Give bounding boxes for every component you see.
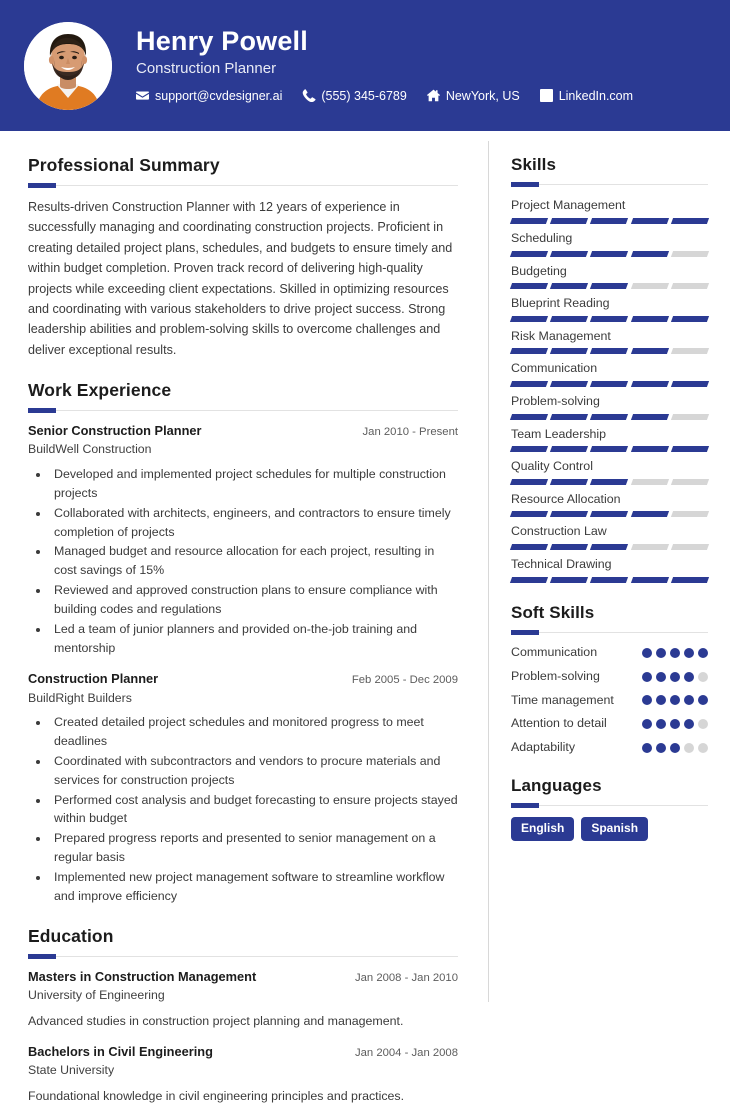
skill-level-segment: [631, 577, 669, 583]
skill-level-segment: [550, 348, 588, 354]
skill-level-segment: [550, 316, 588, 322]
avatar: [24, 22, 112, 110]
education-entry: [28, 968, 458, 1030]
skill-item: [511, 262, 708, 290]
contact-phone-label: (555) 345-6789: [321, 88, 407, 103]
rating-dot: [642, 719, 652, 729]
experience-role: Construction Planner: [28, 671, 159, 687]
soft-skill-item: [511, 692, 708, 709]
full-name: Henry Powell: [136, 26, 308, 57]
soft-skills-list: [511, 644, 708, 756]
soft-skill-rating: [642, 694, 708, 705]
soft-skill-item: [511, 644, 708, 661]
experience-company: BuildWell Construction: [28, 442, 152, 457]
education-degree: Masters in Construction Management: [28, 968, 257, 984]
skill-level-segment: [631, 544, 669, 550]
skill-level-segment: [631, 251, 669, 257]
experience-bullet: • Developed and implemented project schedules for multiple construction projects: [50, 465, 458, 503]
resume-header: [0, 0, 730, 131]
experience-bullet: • Coordinated with subcontractors and vendors to procure materials and services for construction projects: [50, 752, 458, 790]
section-rule: [511, 805, 708, 806]
section-title-summary: Professional Summary: [28, 155, 220, 175]
skill-level-segment: [550, 414, 588, 420]
skill-item: [511, 555, 708, 583]
skill-item: [511, 359, 708, 387]
rating-dot: [698, 695, 708, 705]
skill-level-segment: [510, 577, 548, 583]
skill-level-segment: [631, 479, 669, 485]
contact-email[interactable]: [136, 89, 282, 103]
profile-photo-icon: [24, 22, 112, 110]
skill-level-segment: [631, 381, 669, 387]
experience-bullet: • Collaborated with architects, engineers, and contractors to ensure timely completion of projects: [50, 504, 458, 542]
skill-item: [511, 229, 708, 257]
skill-label: Resource Allocation: [511, 491, 621, 506]
home-icon: [427, 89, 440, 102]
language-badge[interactable]: Spanish: [581, 817, 648, 841]
section-title-soft-skills: Soft Skills: [511, 602, 595, 622]
soft-skill-label: Adaptability: [511, 740, 576, 755]
skill-label: Technical Drawing: [511, 557, 612, 572]
skill-level-segment: [590, 218, 628, 224]
education-entry: [28, 1043, 458, 1105]
skill-level-segment: [550, 577, 588, 583]
skill-level-segment: [590, 251, 628, 257]
skill-level-segment: [550, 381, 588, 387]
skill-level-segment: [550, 218, 588, 224]
skill-level-segment: [671, 479, 709, 485]
summary-text: Results-driven Construction Planner with 12 years of experience in successfully managing and coordinating construction projects. Proficient in creating detailed project plans, schedules, and budgets to ensure timely and within budget completion. Proven track record of delivering high-quality projects while exceeding client expectations. Skilled in optimizing resources and coordinating with various stakeholders to drive project success. Strong leadership abilities and problem-solving skills to overcome challenges and deliver exceptional results.: [28, 200, 453, 357]
skill-label: Risk Management: [511, 328, 611, 343]
skill-level-segment: [510, 316, 548, 322]
education-description: Foundational knowledge in civil engineering principles and practices.: [28, 1088, 405, 1103]
left-column: [0, 131, 488, 1103]
rating-dot: [642, 672, 652, 682]
skill-label: Blueprint Reading: [511, 296, 610, 311]
skill-level-segment: [671, 348, 709, 354]
experience-date: Feb 2005 - Dec 2009: [351, 674, 458, 687]
education-degree: Bachelors in Civil Engineering: [28, 1044, 213, 1060]
skill-level-bar: [511, 577, 708, 583]
skill-level-segment: [671, 511, 709, 517]
skill-level-segment: [590, 348, 628, 354]
section-education: [28, 926, 458, 1106]
phone-icon: [302, 89, 315, 102]
section-rule: [511, 632, 708, 633]
skill-level-bar: [511, 381, 708, 387]
experience-bullet: • Led a team of junior planners and provided on-the-job training and mentorship: [50, 620, 458, 658]
experience-entry-head: [28, 422, 458, 440]
skill-level-segment: [510, 348, 548, 354]
skill-level-segment: [510, 511, 548, 517]
skill-level-bar: [511, 446, 708, 452]
skill-level-segment: [550, 511, 588, 517]
skill-level-bar: [511, 283, 708, 289]
skill-level-segment: [510, 283, 548, 289]
soft-skill-item: [511, 715, 708, 732]
skill-level-bar: [511, 251, 708, 257]
rating-dot: [670, 695, 680, 705]
skill-level-segment: [510, 446, 548, 452]
linkedin-icon: [540, 89, 553, 102]
skill-level-segment: [671, 218, 709, 224]
skill-level-bar: [511, 348, 708, 354]
soft-skill-label: Problem-solving: [511, 668, 600, 683]
skill-level-segment: [550, 283, 588, 289]
skill-level-segment: [590, 544, 628, 550]
skill-level-segment: [590, 511, 628, 517]
section-work-experience: [28, 380, 458, 906]
soft-skill-label: Attention to detail: [511, 716, 607, 731]
rating-dot: [684, 648, 694, 658]
education-entry-head: [28, 968, 458, 986]
experience-bullet: • Prepared progress reports and presented to senior management on a regular basis: [50, 829, 458, 867]
soft-skill-rating: [642, 647, 708, 658]
section-title-languages: Languages: [511, 775, 602, 795]
skill-item: [511, 392, 708, 420]
skill-level-segment: [671, 316, 709, 322]
experience-bullet: • Implemented new project management software to streamline workflow and improve efficiency: [50, 868, 458, 906]
skill-level-segment: [590, 577, 628, 583]
skill-level-segment: [671, 414, 709, 420]
section-rule: [28, 410, 458, 411]
skill-level-segment: [671, 446, 709, 452]
education-description: Advanced studies in construction project planning and management.: [28, 1013, 404, 1028]
rating-dot: [642, 648, 652, 658]
experience-bullets: [28, 713, 458, 905]
skill-level-bar: [511, 316, 708, 322]
skill-level-bar: [511, 511, 708, 517]
skill-item: [511, 327, 708, 355]
header-text-block: [136, 26, 633, 104]
experience-entry: [28, 670, 458, 905]
languages-list: [511, 817, 708, 841]
skill-level-segment: [510, 479, 548, 485]
skill-level-segment: [631, 414, 669, 420]
skill-label: Problem-solving: [511, 394, 600, 409]
rating-dot: [684, 695, 694, 705]
contact-location-label: NewYork, US: [445, 88, 520, 103]
experience-bullet: • Created detailed project schedules and monitored progress to meet deadlines: [50, 713, 458, 751]
skill-level-segment: [631, 283, 669, 289]
section-rule: [511, 184, 708, 185]
skill-level-bar: [511, 544, 708, 550]
job-title: Construction Planner: [136, 59, 277, 77]
skill-item: [511, 196, 708, 224]
contact-phone[interactable]: [302, 89, 406, 103]
resume-body: [0, 131, 730, 1103]
skill-level-segment: [510, 218, 548, 224]
skill-level-segment: [550, 479, 588, 485]
skill-label: Team Leadership: [511, 426, 607, 441]
soft-skill-rating: [642, 742, 708, 753]
rating-dot: [656, 695, 666, 705]
rating-dot: [642, 743, 652, 753]
skill-level-segment: [671, 577, 709, 583]
skill-label: Quality Control: [511, 459, 593, 474]
skill-level-segment: [510, 414, 548, 420]
skill-level-segment: [631, 348, 669, 354]
experience-bullet: • Reviewed and approved construction plans to ensure compliance with building codes and regulations: [50, 581, 458, 619]
skill-level-segment: [631, 446, 669, 452]
skill-level-segment: [510, 251, 548, 257]
skill-level-segment: [590, 479, 628, 485]
skill-level-segment: [550, 544, 588, 550]
soft-skill-item: [511, 668, 708, 685]
contact-linkedin-label: LinkedIn.com: [558, 88, 634, 103]
rating-dot: [656, 672, 666, 682]
contact-linkedin[interactable]: [540, 89, 633, 103]
rating-dot: [698, 743, 708, 753]
experience-bullets: [28, 465, 458, 657]
skill-item: [511, 425, 708, 453]
rating-dot: [656, 719, 666, 729]
soft-skill-rating: [642, 718, 708, 729]
skill-level-segment: [590, 381, 628, 387]
rating-dot: [670, 672, 680, 682]
rating-dot: [698, 672, 708, 682]
soft-skill-item: [511, 739, 708, 756]
skill-level-segment: [590, 316, 628, 322]
soft-skill-label: Time management: [511, 692, 614, 707]
skill-level-segment: [671, 283, 709, 289]
rating-dot: [684, 743, 694, 753]
skill-level-segment: [510, 381, 548, 387]
education-entry-head: [28, 1043, 458, 1061]
education-date: Jan 2004 - Jan 2008: [354, 1047, 458, 1060]
envelope-icon: [136, 89, 149, 102]
skill-level-bar: [511, 218, 708, 224]
skill-item: [511, 490, 708, 518]
skill-label: Construction Law: [511, 524, 607, 539]
rating-dot: [670, 719, 680, 729]
experience-entry-head: [28, 670, 458, 688]
skill-level-segment: [550, 251, 588, 257]
skill-level-segment: [671, 544, 709, 550]
soft-skill-label: Communication: [511, 645, 598, 660]
skill-level-segment: [631, 511, 669, 517]
skill-level-segment: [590, 446, 628, 452]
skill-level-bar: [511, 414, 708, 420]
rating-dot: [656, 743, 666, 753]
section-title-education: Education: [28, 925, 114, 946]
rating-dot: [698, 719, 708, 729]
skill-level-segment: [590, 414, 628, 420]
rating-dot: [698, 648, 708, 658]
education-date: Jan 2008 - Jan 2010: [354, 971, 458, 984]
right-column: [489, 131, 730, 1024]
skill-level-segment: [671, 251, 709, 257]
rating-dot: [684, 719, 694, 729]
skill-level-segment: [671, 381, 709, 387]
section-title-experience: Work Experience: [28, 380, 172, 401]
experience-date: Jan 2010 - Present: [362, 426, 458, 439]
rating-dot: [642, 695, 652, 705]
skill-item: [511, 294, 708, 322]
skill-level-segment: [590, 283, 628, 289]
rating-dot: [684, 672, 694, 682]
contact-location[interactable]: [427, 89, 520, 103]
section-rule: [28, 185, 458, 186]
education-school: University of Engineering: [28, 987, 165, 1002]
skill-level-segment: [631, 218, 669, 224]
skill-level-segment: [550, 446, 588, 452]
skill-item: [511, 457, 708, 485]
contact-email-label: support@cvdesigner.ai: [155, 88, 283, 103]
experience-company: BuildRight Builders: [28, 690, 132, 705]
education-school: State University: [28, 1063, 115, 1078]
experience-bullet: • Performed cost analysis and budget forecasting to ensure projects stayed within budget: [50, 791, 458, 829]
rating-dot: [656, 648, 666, 658]
section-rule: [28, 956, 458, 957]
section-soft-skills: [511, 603, 708, 756]
soft-skill-rating: [642, 671, 708, 682]
skills-list: [511, 196, 708, 582]
language-badge[interactable]: English: [511, 817, 574, 841]
experience-role: Senior Construction Planner: [28, 423, 202, 439]
experience-entry: [28, 422, 458, 657]
skill-item: [511, 522, 708, 550]
skill-label: Communication: [511, 361, 598, 376]
skill-label: Budgeting: [511, 263, 567, 278]
skill-level-bar: [511, 479, 708, 485]
skill-level-segment: [631, 316, 669, 322]
section-skills: [511, 155, 708, 583]
section-title-skills: Skills: [511, 155, 557, 174]
skill-label: Scheduling: [511, 231, 573, 245]
skill-label: Project Management: [511, 198, 626, 213]
skill-level-segment: [510, 544, 548, 550]
section-professional-summary: [28, 155, 458, 360]
contact-row: [136, 89, 633, 103]
section-languages: [511, 776, 708, 842]
rating-dot: [670, 648, 680, 658]
rating-dot: [670, 743, 680, 753]
experience-bullet: • Managed budget and resource allocation for each project, resulting in cost savings of 15%: [50, 542, 458, 580]
